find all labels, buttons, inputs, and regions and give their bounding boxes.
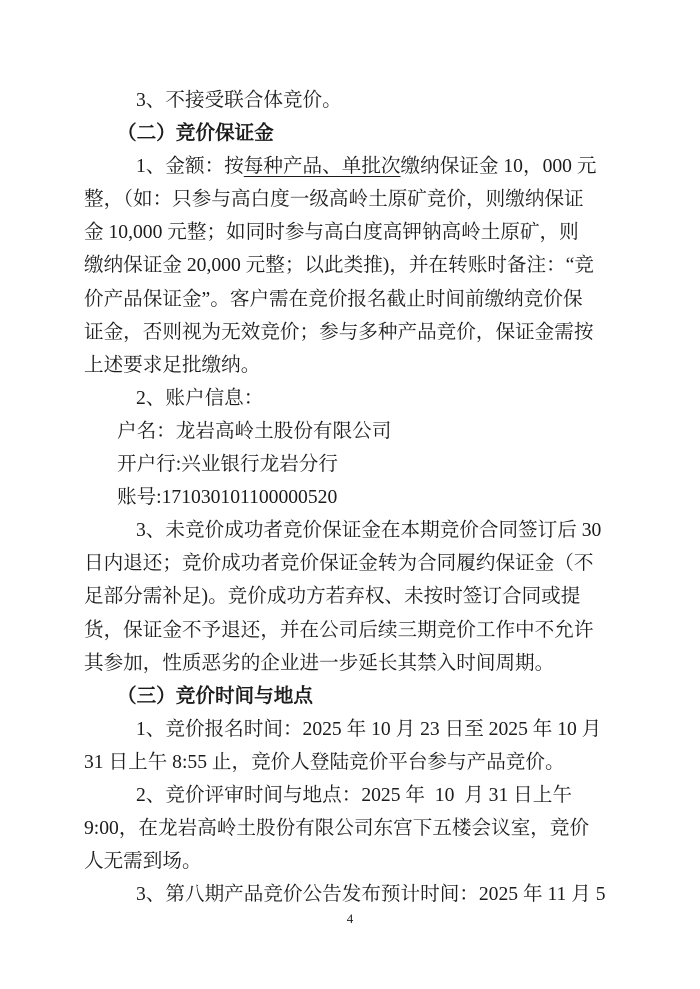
text-run: 缴纳保证金 20,000 元整；以此类推)，并在转账时备注：“竞 (84, 255, 594, 277)
text-run: 1、金额：按 (136, 156, 244, 178)
document-line (84, 812, 646, 845)
text-run: 31 日上午 8:55 止，竞价人登陆竞价平台参与产品竞价。 (84, 751, 565, 773)
text-run: 证金，否则视为无效竞价；参与多种产品竞价，保证金需按 (84, 321, 594, 343)
text-run: 3、未竞价成功者竞价保证金在本期竞价合同签订后 30 (136, 520, 602, 542)
document-line (84, 779, 646, 812)
text-run: 货，保证金不予退还，并在公司后续三期竞价工作中不允许 (84, 619, 594, 641)
document-line (84, 415, 646, 448)
document-line (84, 84, 646, 117)
document-line (84, 316, 646, 349)
text-run: 价产品保证金”。客户需在竞价报名截止时间前缴纳竞价保 (84, 288, 583, 310)
text-run: （二）竞价保证金 (117, 123, 274, 145)
document-line (84, 448, 646, 481)
document-line (84, 746, 646, 779)
document-line (84, 580, 646, 613)
text-run: 账号:171030101100000520 (117, 487, 338, 509)
text-run: 开户行:兴业银行龙岩分行 (117, 454, 338, 476)
underlined-text-run: 每种产品、单批次 (243, 156, 401, 178)
document-line (84, 249, 646, 282)
document-line (84, 349, 646, 382)
text-run: 金 10,000 元整；如同时参与高白度高钾钠高岭土原矿，则 (84, 222, 579, 244)
text-run: 3、第八期产品竞价公告发布预计时间：2025 年 11 月 5 (136, 884, 606, 906)
document-line (84, 647, 646, 680)
text-run: 日内退还；竞价成功者竞价保证金转为合同履约保证金（不 (84, 553, 594, 575)
document-line (84, 878, 646, 911)
page-number: 4 (346, 911, 354, 926)
text-run: 1、竞价报名时间：2025 年 10 月 23 日至 2025 年 10 月 (136, 718, 602, 740)
section-heading (84, 680, 646, 713)
text-run: 其参加，性质恶劣的企业进一步延长其禁入时间周期。 (84, 652, 555, 674)
text-run: 2、竞价评审时间与地点：2025 年 10 月 31 日上午 (136, 784, 572, 806)
document-content (84, 84, 646, 911)
document-line (84, 150, 646, 183)
text-run: 9:00，在龙岩高岭土股份有限公司东宫下五楼会议室，竞价 (84, 818, 590, 840)
text-run: 2、账户信息： (136, 387, 264, 409)
document-line (84, 713, 646, 746)
text-run: 3、不接受联合体竞价。 (136, 90, 342, 111)
document-line (84, 614, 646, 647)
document-line (84, 547, 646, 580)
document-line (84, 283, 646, 316)
text-run: 整，（如：只参与高白度一级高岭土原矿竞价，则缴纳保证 (84, 189, 584, 211)
document-line (84, 481, 646, 514)
document-line (84, 514, 646, 547)
document-line (84, 845, 646, 878)
document-line (84, 382, 646, 415)
text-run: 户名：龙岩高岭土股份有限公司 (117, 420, 392, 442)
document-line (84, 183, 646, 216)
text-run: 足部分需补足)。竞价成功方若弃权、未按时签订合同或提 (84, 586, 581, 608)
text-run: 上述要求足批缴纳。 (84, 354, 261, 376)
document-line (84, 216, 646, 249)
text-run: 人无需到场。 (84, 851, 202, 873)
section-heading (84, 117, 646, 150)
text-run: （三）竞价时间与地点 (117, 685, 313, 707)
text-run: 缴纳保证金 10，000 元 (400, 156, 597, 178)
